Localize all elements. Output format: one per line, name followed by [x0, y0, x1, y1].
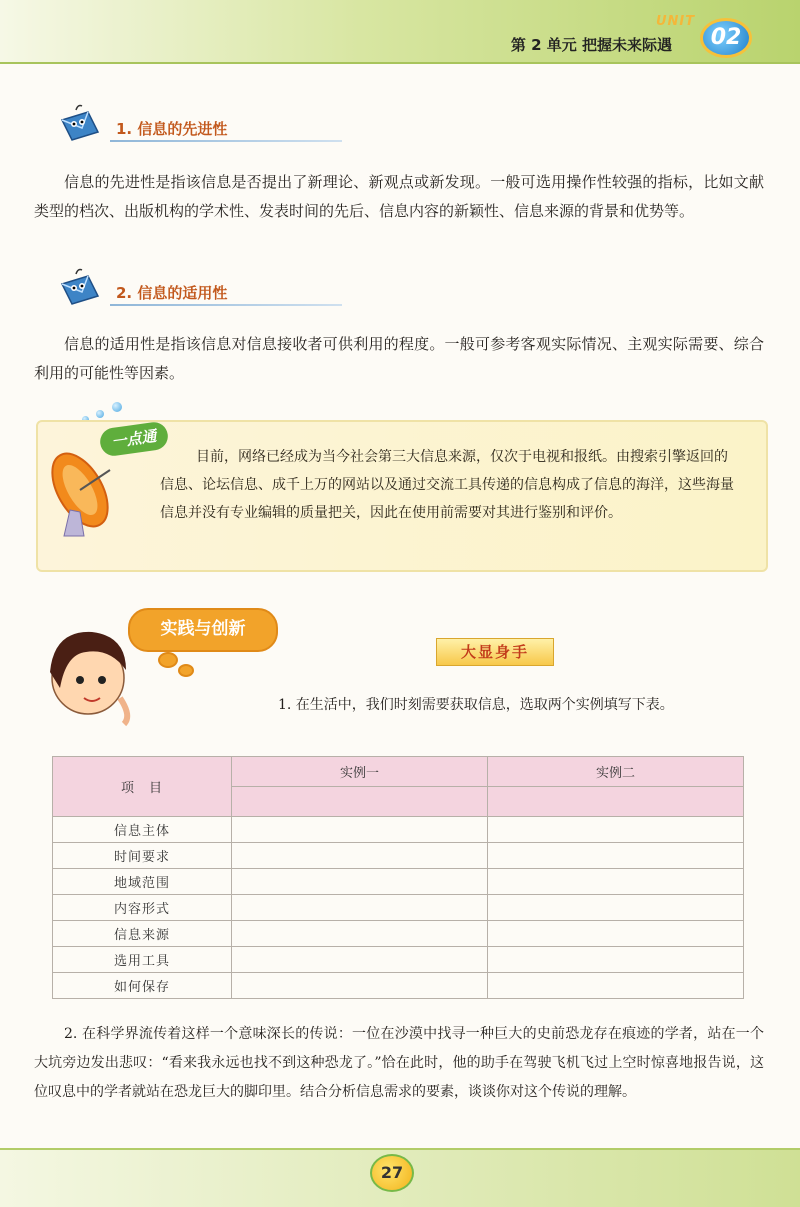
cloud-dot-decoration: [158, 652, 178, 668]
section-heading-1: [58, 104, 298, 144]
table-cell[interactable]: [232, 869, 488, 895]
table-column-header: 实例二: [488, 757, 744, 787]
table-row: [53, 843, 744, 869]
table-row-label: 如何保存: [53, 973, 232, 999]
section-title-1: 1. 信息的先进性: [116, 120, 228, 138]
table-cell[interactable]: [488, 869, 744, 895]
section-title-2: 2. 信息的适用性: [116, 284, 228, 302]
bubble-decoration: [96, 410, 104, 418]
table-cell[interactable]: [488, 817, 744, 843]
practice-title: 实践与创新: [160, 619, 246, 639]
table-cell[interactable]: [232, 973, 488, 999]
girl-mascot-icon: [30, 618, 140, 728]
practice-subtitle: 大显身手: [436, 638, 554, 666]
section-body-2: 信息的适用性是指该信息对信息接收者可供利用的程度。一般可参考客观实际情况、主观实际需要、综合利用的可能性等因素。: [34, 335, 764, 382]
tip-text: 目前，网络已经成为当今社会第三大信息来源，仅次于电视和报纸。由搜索引擎返回的信息、论坛信息、成千上万的网站以及通过交流工具传递的信息构成了信息的海洋，这些海量信息并没有专业编辑的质量把关，因此在使用前需要对其进行鉴别和评价。: [160, 449, 734, 521]
page-number: 27: [370, 1154, 414, 1192]
table-row-label: 选用工具: [53, 947, 232, 973]
table-cell[interactable]: [488, 895, 744, 921]
table-cell[interactable]: [488, 843, 744, 869]
table-cell[interactable]: [488, 921, 744, 947]
table-row: [53, 817, 744, 843]
table-row-label: 内容形式: [53, 895, 232, 921]
section-underline: [110, 304, 342, 306]
table-row-label: 信息来源: [53, 921, 232, 947]
table-cell[interactable]: [232, 817, 488, 843]
table-subheader-cell: [232, 787, 488, 817]
table-row: [53, 869, 744, 895]
unit-badge: [656, 8, 748, 54]
table-row-label: 时间要求: [53, 843, 232, 869]
table-cell[interactable]: [232, 843, 488, 869]
table-cell[interactable]: [232, 921, 488, 947]
table-subheader-cell: [488, 787, 744, 817]
section-body-1: 信息的先进性是指该信息是否提出了新理论、新观点或新发现。一般可选用操作性较强的指标，比如文献类型的档次、出版机构的学术性、发表时间的先后、信息内容的新颖性、信息来源的背景和优势等。: [34, 173, 764, 220]
table-cell[interactable]: [232, 895, 488, 921]
table-cell[interactable]: [232, 947, 488, 973]
table-row: [53, 895, 744, 921]
envelope-mascot-icon: [58, 268, 108, 308]
cloud-dot-decoration: [178, 664, 194, 677]
question-1: 1. 在生活中，我们时刻需要获取信息，选取两个实例填写下表。: [278, 697, 674, 713]
unit-title: 第 2 单元 把握未来际遇: [510, 36, 672, 54]
table-row-label: 地域范围: [53, 869, 232, 895]
bubble-decoration: [112, 402, 122, 412]
tip-label: 一点通: [98, 420, 169, 457]
table-column-header: 实例一: [232, 757, 488, 787]
question-2: 2. 在科学界流传着这样一个意味深长的传说：一位在沙漠中找寻一种巨大的史前恐龙存在痕迹的学者，站在一个大坑旁边发出悲叹：“看来我永远也找不到这种恐龙了。”恰在此时，他的助手在驾驶飞机飞过上空时惊喜地报告说，这位叹息中的学者就站在恐龙巨大的脚印里。结合分析信息需求的要素，谈谈你对这个传说的理解。: [34, 1026, 764, 1100]
table-item-header: 项 目: [53, 757, 232, 817]
section-heading-2: [58, 268, 298, 308]
table-cell[interactable]: [488, 973, 744, 999]
unit-word: UNIT: [656, 14, 696, 29]
envelope-mascot-icon: [58, 104, 108, 144]
section-underline: [110, 140, 342, 142]
table-row: [53, 947, 744, 973]
table-row: [53, 973, 744, 999]
unit-number: 02: [700, 18, 752, 58]
table-cell[interactable]: [488, 947, 744, 973]
table-row: [53, 921, 744, 947]
table-row-label: 信息主体: [53, 817, 232, 843]
example-table: [52, 756, 744, 998]
